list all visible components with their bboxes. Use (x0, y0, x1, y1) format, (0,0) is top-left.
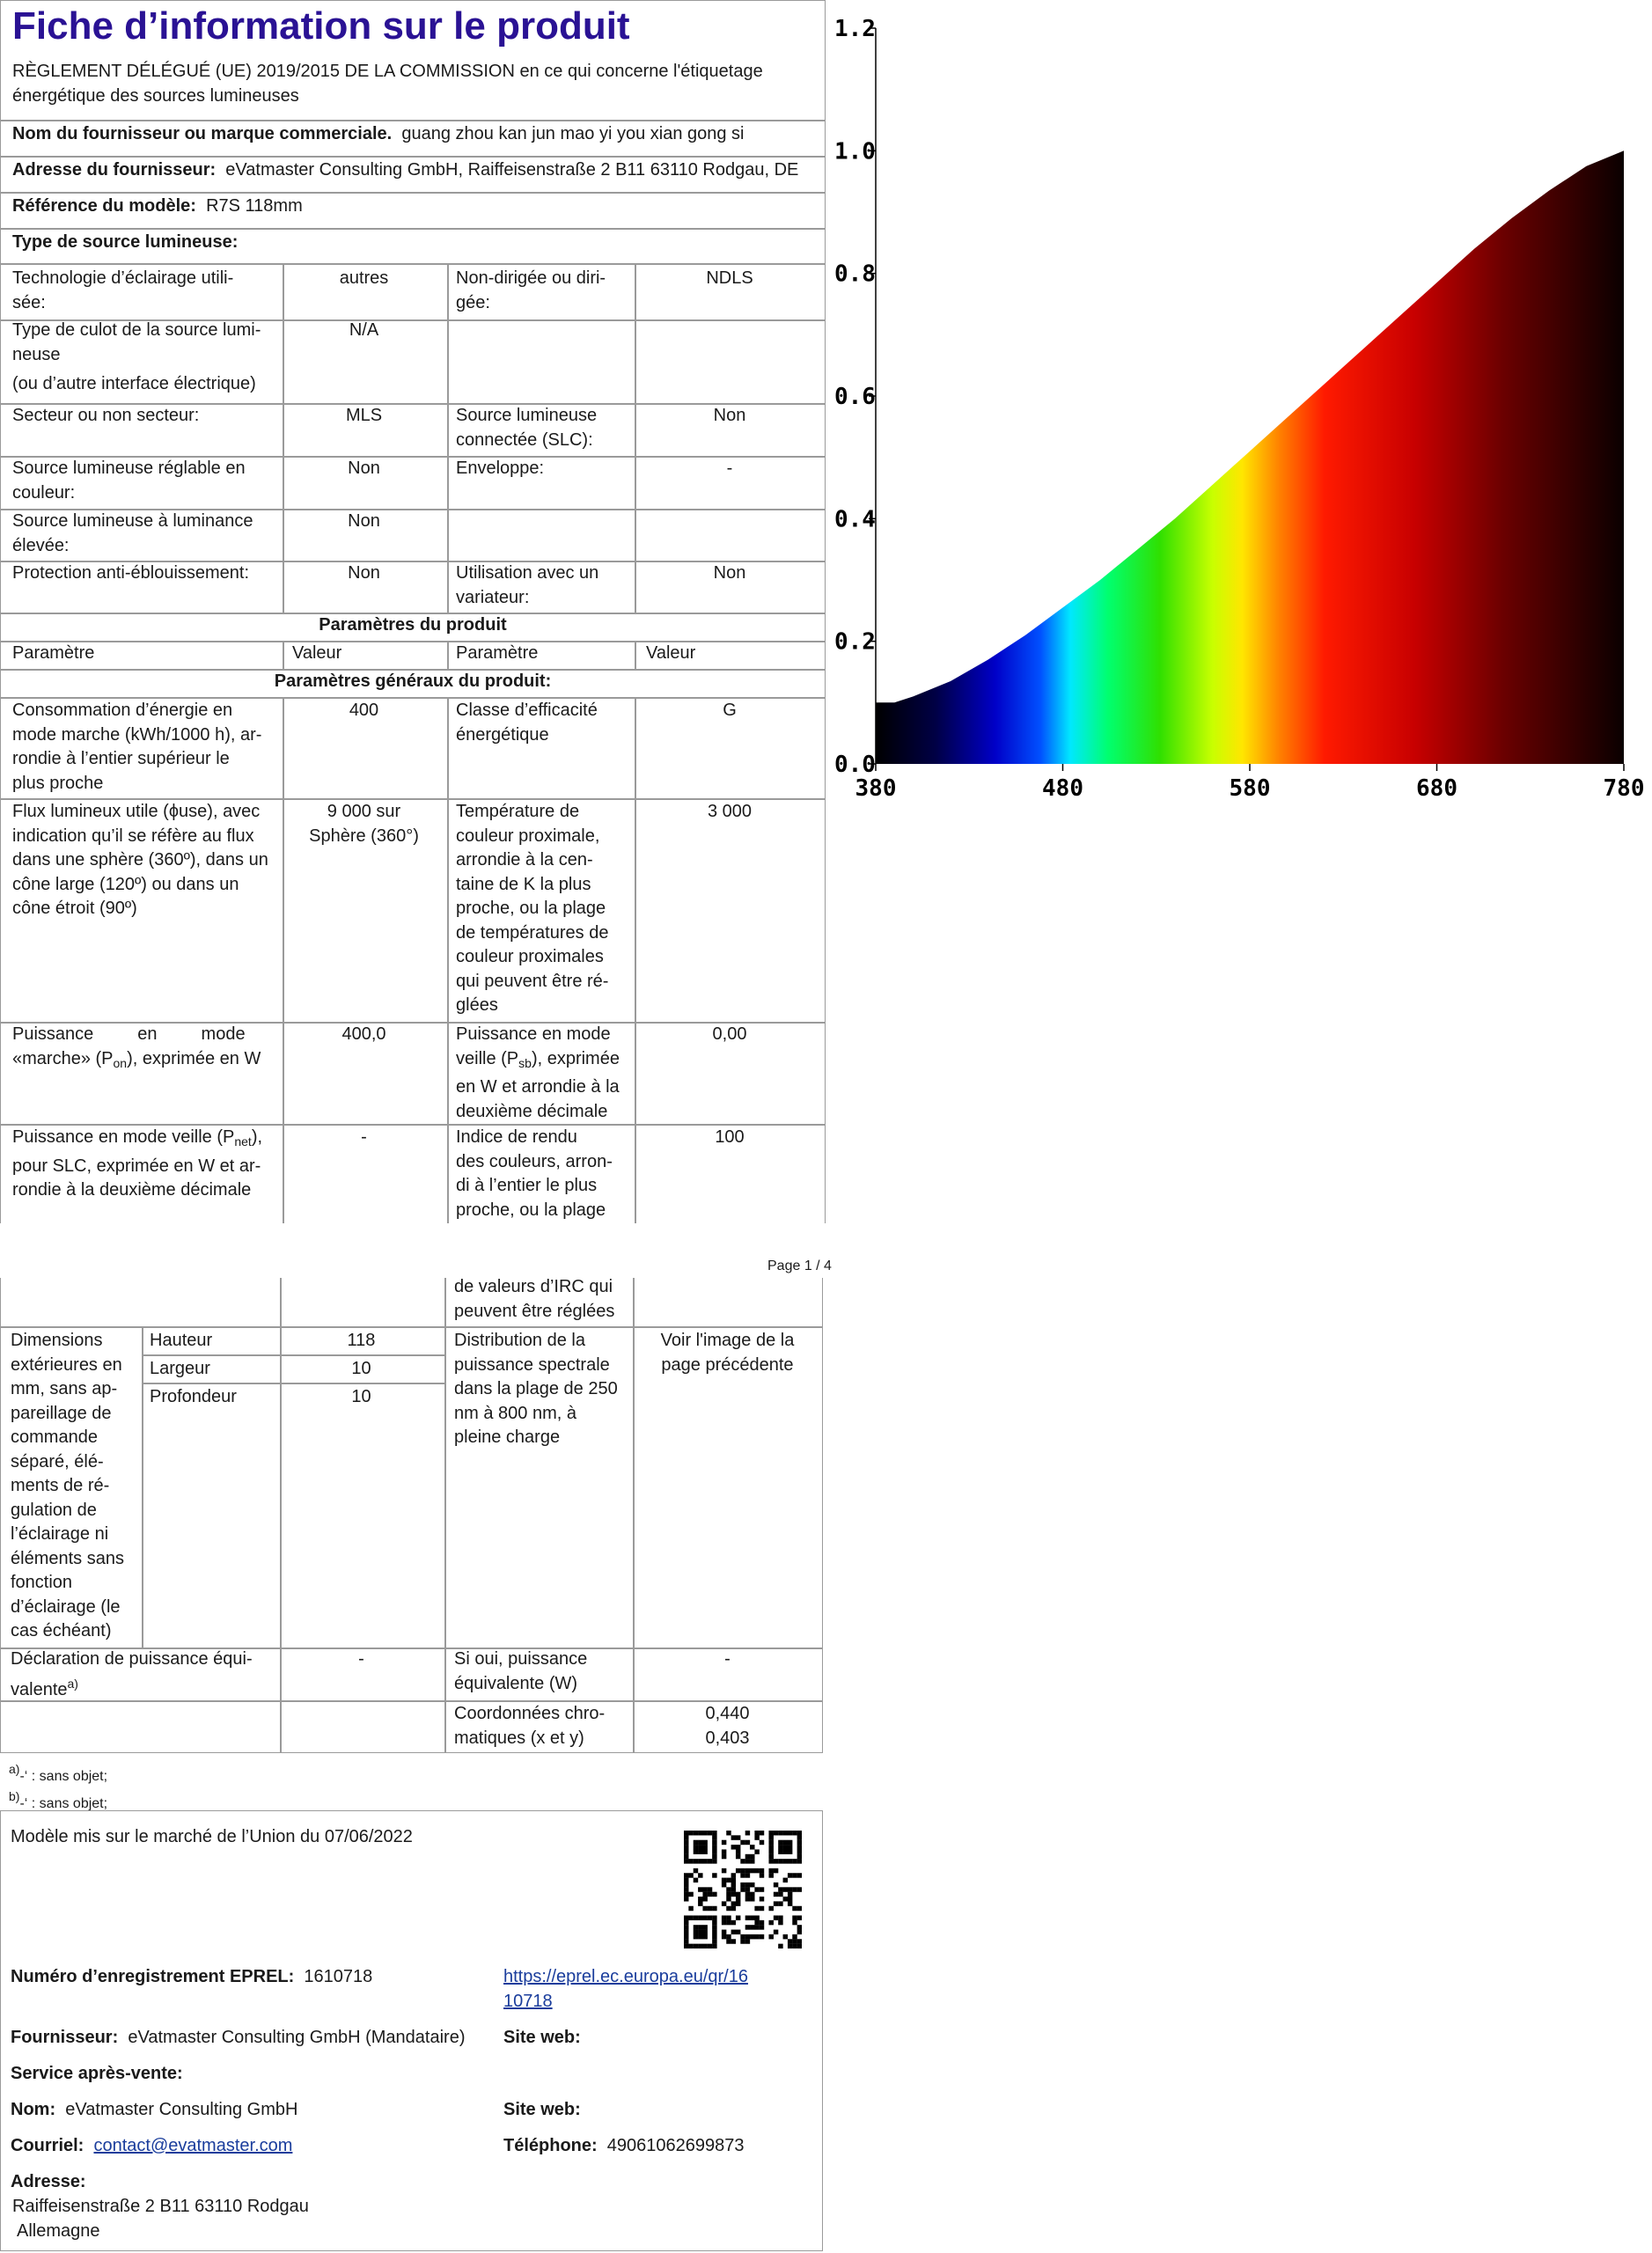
type-row-value: Non (713, 563, 746, 583)
x-tick-label: 380 (855, 775, 897, 802)
spectrum-area (876, 150, 1624, 764)
general-row-param: Puissance en mode veille $(P_{sb})$, exprimée en W et arrondie à la deuxième décimale (456, 1024, 620, 1121)
footer-address-label: Adresse: (11, 2172, 86, 2191)
general-row-value: 3 000 (707, 802, 753, 821)
type-row-param: Type de culot de la source lumi- neuse (ou d’autre interface électrique) (12, 320, 261, 393)
type-row-value: N/A (349, 320, 379, 340)
regulation-text: RÈGLEMENT DÉLÉGUÉ (UE) 2019/2015 DE LA COMMISSION en ce qui concerne l'étiquetage énergétique des sources lumineuses (12, 62, 763, 106)
type-row-value: Non (348, 459, 380, 478)
x-tick-label: 780 (1603, 775, 1645, 802)
type-row-param: Protection anti-éblouissement: (12, 563, 250, 583)
y-tick-label: 0.0 (834, 752, 876, 778)
type-row-param: Technologie d’éclairage utili- sée: (12, 268, 234, 312)
dimensions-label: Dimensions extérieures en mm, sans ap- pareillage de commande séparé, élé- ments de ré- gulation de l’éclairage ni éléments sans fonction d’éclairage (le cas échéant) (11, 1331, 124, 1640)
equivalent-power-label: Déclaration de puissance équi- valente$^{a)}$ (11, 1649, 253, 1699)
general-row-value: 400,0 (341, 1024, 386, 1044)
x-tick-label: 580 (1229, 775, 1271, 802)
website-label: Site web: (503, 2028, 581, 2047)
col-header-value: Valeur (292, 643, 342, 663)
y-tick-label: 1.2 (834, 16, 876, 42)
general-row-param: Puissance en mode veille $(P_{net})$, pour SLC, exprimée en W et ar- rondie à la deuxième décimale (12, 1127, 263, 1200)
x-tick-label: 680 (1416, 775, 1457, 802)
email-link[interactable]: contact@evatmaster.com (93, 2136, 293, 2155)
general-row-param: Température de couleur proximale, arrondie à la cen- taine de K la plus proche, ou la plage de températures de couleur proximales qui peuvent être ré- glées (456, 802, 609, 1015)
type-row-value: autres (339, 268, 389, 288)
x-tick-label: 480 (1042, 775, 1083, 802)
type-row-param: Source lumineuse connectée (SLC): (456, 406, 598, 450)
general-row-value: 100 (715, 1127, 745, 1147)
supplier-address-row: Adresse du fournisseur: eVatmaster Consulting GmbH, Raiffeisenstraße 2 B11 63110 Rodgau, DE (12, 160, 799, 180)
general-row-param: Indice de rendu des couleurs, arron- di à l’entier le plus proche, ou la plage (456, 1127, 613, 1220)
col-header-param: Paramètre (12, 643, 95, 663)
general-row-value: G (723, 701, 737, 720)
general-row-value: 0,00 (712, 1024, 747, 1044)
col-header-value: Valeur (646, 643, 696, 663)
footer-phone: Téléphone: 49061062699873 (503, 2136, 745, 2155)
general-parameters-heading: Paramètres généraux du produit: (274, 671, 552, 691)
type-row-param: Source lumineuse à luminance élevée: (12, 511, 253, 555)
market-date: Modèle mis sur le marché de l’Union du 07/06/2022 (11, 1827, 413, 1846)
spectral-distribution-value: Voir l'image de la page précédente (660, 1331, 795, 1375)
col-header-param: Paramètre (456, 643, 539, 663)
dimension-height-label: Hauteur (150, 1331, 213, 1350)
y-tick-label: 0.2 (834, 628, 876, 656)
general-row-param: Consommation d’énergie en mode marche (kWh/1000 h), ar- rondie à l’entier supérieur le plus proche (12, 701, 262, 793)
dimension-width-label: Largeur (150, 1359, 210, 1378)
chromaticity-label: Coordonnées chro- matiques (x et y) (454, 1704, 606, 1748)
type-row-param: Utilisation avec un variateur: (456, 563, 599, 607)
y-tick-label: 0.6 (834, 384, 876, 410)
general-row-param: Puissance en mode «marche» $(P_{on})$, exprimée en W (12, 1024, 261, 1070)
eprel-number: Numéro d’enregistrement EPREL: 1610718 (11, 1967, 373, 1986)
general-row-param: Classe d’efficacité énergétique (456, 701, 598, 745)
supplier-name-row: Nom du fournisseur ou marque commerciale. guang zhou kan jun mao yi you xian gong si (12, 124, 745, 143)
dimension-depth-value: 10 (351, 1387, 371, 1406)
type-row-value: Non (348, 511, 380, 531)
chromaticity-value: 0,440 0,403 (705, 1704, 750, 1748)
type-row-value: MLS (345, 406, 383, 425)
general-row-value: 9 000 sur Sphère (360°) (309, 802, 419, 846)
y-tick-label: 0.4 (834, 506, 876, 533)
type-row-value: Non (713, 406, 746, 425)
website-label-2: Site web: (503, 2100, 581, 2119)
dimension-height-value: 118 (347, 1331, 376, 1350)
footer-email: Courriel: contact@evatmaster.com (11, 2136, 293, 2155)
footer-name: Nom: eVatmaster Consulting GmbH (11, 2100, 298, 2119)
type-row-param: Source lumineuse réglable en couleur: (12, 459, 246, 503)
light-source-type-label: Type de source lumineuse: (12, 232, 239, 252)
general-row-value: 400 (349, 701, 379, 720)
equivalent-power-w-value: - (724, 1649, 731, 1669)
page-marker: Page 1 / 4 (767, 1259, 832, 1273)
footnote-b: $^{b)}$-‘ : sans objet; (9, 1789, 108, 1811)
footer-supplier: Fournisseur: eVatmaster Consulting GmbH (Mandataire) (11, 2028, 466, 2047)
qr-code[interactable] (684, 1831, 802, 1948)
dimension-depth-label: Profondeur (150, 1387, 237, 1406)
type-row-param: Non-dirigée ou diri- gée: (456, 268, 606, 312)
type-row-value: NDLS (706, 268, 753, 288)
type-row-param: Secteur ou non secteur: (12, 406, 200, 425)
equivalent-power-w-label: Si oui, puissance équivalente (W) (454, 1649, 588, 1693)
eprel-link[interactable]: https://eprel.ec.europa.eu/qr/16 10718 (503, 1967, 748, 2011)
y-tick-label: 1.0 (834, 138, 876, 165)
spectral-distribution-chart (827, 0, 1652, 823)
type-row-value: Non (348, 563, 380, 583)
y-tick-label: 0.8 (834, 261, 876, 288)
type-row-value: - (726, 459, 733, 478)
product-parameters-heading: Paramètres du produit (319, 615, 507, 635)
cri-continuation: de valeurs d’IRC qui peuvent être réglées (454, 1277, 615, 1321)
page-title: Fiche d’information sur le produit (12, 4, 630, 48)
after-sales-label: Service après-vente: (11, 2064, 183, 2083)
equivalent-power-value: - (358, 1649, 364, 1669)
model-reference-row: Référence du modèle: R7S 118mm (12, 196, 303, 216)
footnote-a: $^{a)}$-‘ : sans objet; (9, 1762, 108, 1784)
general-row-value: - (361, 1127, 367, 1147)
general-row-param: Flux lumineux utile (ϕuse), avec indication qu’il se réfère au flux dans une sphère (360º), dans un cône large (120º) ou dans un cône étroit (90º) (12, 802, 268, 918)
dimension-width-value: 10 (351, 1359, 371, 1378)
type-row-param: Enveloppe: (456, 459, 545, 478)
footer-address: Raiffeisenstraße 2 B11 63110 Rodgau Allemagne (12, 2197, 309, 2241)
spectral-distribution-label: Distribution de la puissance spectrale dans la plage de 250 nm à 800 nm, à pleine charge (454, 1331, 618, 1447)
